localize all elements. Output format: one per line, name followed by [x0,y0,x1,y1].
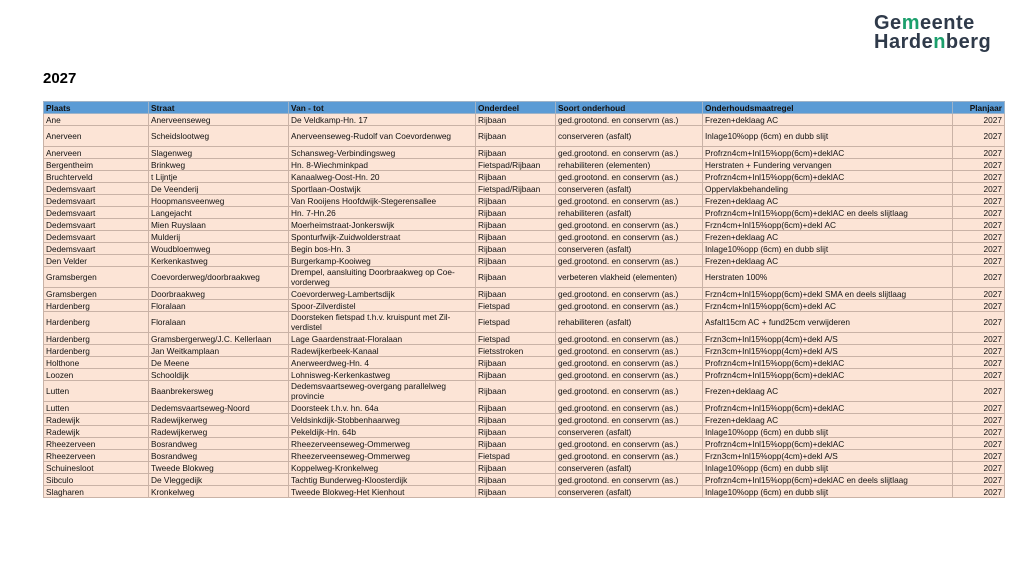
cell-onderhoudsmaatregel: Herstraten + Fundering vervangen [703,159,953,171]
cell-soort-onderhoud: ged.grootond. en conservrn (as.) [556,381,703,402]
cell-onderdeel: Fietspad [476,450,556,462]
cell-straat: Coevorderweg/doorbraakweg [149,267,289,288]
cell-plaats: Schuinesloot [44,462,149,474]
cell-onderdeel: Rijbaan [476,381,556,402]
cell-plaats: Anerveen [44,126,149,147]
cell-onderdeel: Rijbaan [476,243,556,255]
cell-planjaar: 2027 [953,414,1005,426]
cell-onderdeel: Rijbaan [476,402,556,414]
table-row [44,438,1005,450]
cell-soort-onderhoud: ged.grootond. en conservrn (as.) [556,333,703,345]
table-row [44,402,1005,414]
cell-straat: Brinkweg [149,159,289,171]
table-row [44,219,1005,231]
cell-planjaar: 2027 [953,243,1005,255]
table-row [44,243,1005,255]
cell-van-tot: Anerweerdweg-Hn. 4 [289,357,476,369]
cell-van-tot: Hn. 8-Wiechminkpad [289,159,476,171]
cell-van-tot: Rheezerveenseweg-Ommerweg [289,438,476,450]
cell-onderhoudsmaatregel: Frzn4cm+Inl15%opp(6cm)+dekl SMA en deels slijtlaag [703,288,953,300]
cell-onderdeel: Fietspad [476,333,556,345]
cell-van-tot: Pekeldijk-Hn. 64b [289,426,476,438]
cell-planjaar: 2027 [953,450,1005,462]
table-row [44,207,1005,219]
cell-plaats: Anerveen [44,147,149,159]
table-row [44,426,1005,438]
cell-onderhoudsmaatregel: Frezen+deklaag AC [703,414,953,426]
cell-planjaar: 2027 [953,300,1005,312]
cell-onderdeel: Rijbaan [476,267,556,288]
cell-soort-onderhoud: ged.grootond. en conservrn (as.) [556,114,703,126]
cell-straat: Doorbraakweg [149,288,289,300]
cell-straat: Baanbrekersweg [149,381,289,402]
cell-soort-onderhoud: ged.grootond. en conservrn (as.) [556,171,703,183]
cell-onderdeel: Rijbaan [476,414,556,426]
logo [874,14,994,54]
cell-van-tot: Moerheimstraat-Jonkerswijk [289,219,476,231]
cell-planjaar: 2027 [953,426,1005,438]
cell-plaats: Gramsbergen [44,288,149,300]
cell-soort-onderhoud: ged.grootond. en conservrn (as.) [556,219,703,231]
cell-onderhoudsmaatregel: Profrzn4cm+Inl15%opp(6cm)+deklAC en deels slijtlaag [703,207,953,219]
cell-van-tot: Lohnisweg-Kerkenkastweg [289,369,476,381]
cell-onderdeel: Fietsstroken [476,345,556,357]
cell-plaats: Dedemsvaart [44,219,149,231]
cell-straat: Mien Ruyslaan [149,219,289,231]
cell-soort-onderhoud: ged.grootond. en conservrn (as.) [556,288,703,300]
table-row [44,300,1005,312]
cell-plaats: Bergentheim [44,159,149,171]
header-planjaar: Planjaar [953,102,1005,114]
table-row [44,288,1005,300]
cell-van-tot: Begin bos-Hn. 3 [289,243,476,255]
cell-straat: Floralaan [149,300,289,312]
cell-planjaar: 2027 [953,231,1005,243]
table-row [44,450,1005,462]
cell-straat: Kronkelweg [149,486,289,498]
cell-onderhoudsmaatregel: Inlage10%opp (6cm) en dubb slijt [703,486,953,498]
header-van-tot: Van - tot [289,102,476,114]
cell-soort-onderhoud: ged.grootond. en conservrn (as.) [556,357,703,369]
cell-onderdeel: Rijbaan [476,207,556,219]
cell-planjaar: 2027 [953,312,1005,333]
table-row [44,414,1005,426]
cell-onderhoudsmaatregel: Oppervlakbehandeling [703,183,953,195]
cell-straat: Dedemsvaartseweg-Noord [149,402,289,414]
cell-onderhoudsmaatregel: Asfalt15cm AC + fund25cm verwijderen [703,312,953,333]
cell-plaats: Rheezerveen [44,450,149,462]
cell-onderdeel: Fietspad/Rijbaan [476,159,556,171]
cell-onderhoudsmaatregel: Profrzn4cm+Inl15%opp(6cm)+deklAC [703,147,953,159]
cell-soort-onderhoud: ged.grootond. en conservrn (as.) [556,414,703,426]
cell-plaats: Radewijk [44,414,149,426]
table-row [44,171,1005,183]
cell-onderhoudsmaatregel: Inlage10%opp (6cm) en dubb slijt [703,462,953,474]
cell-soort-onderhoud: conserveren (asfalt) [556,126,703,147]
header-onderhoudsmaatregel: Onderhoudsmaatregel [703,102,953,114]
table-row [44,333,1005,345]
cell-onderdeel: Rijbaan [476,486,556,498]
cell-onderdeel: Rijbaan [476,255,556,267]
cell-soort-onderhoud: conserveren (asfalt) [556,243,703,255]
cell-soort-onderhoud: conserveren (asfalt) [556,486,703,498]
table-row [44,474,1005,486]
cell-onderdeel: Rijbaan [476,147,556,159]
cell-soort-onderhoud: ged.grootond. en conservrn (as.) [556,345,703,357]
logo-line-1: Gemeente [874,12,975,34]
cell-plaats: Hardenberg [44,345,149,357]
cell-plaats: Hardenberg [44,312,149,333]
table-row [44,267,1005,288]
cell-soort-onderhoud: ged.grootond. en conservrn (as.) [556,300,703,312]
cell-onderdeel: Rijbaan [476,474,556,486]
cell-onderdeel: Fietspad [476,300,556,312]
cell-planjaar: 2027 [953,345,1005,357]
cell-onderhoudsmaatregel: Profrzn4cm+Inl15%opp(6cm)+deklAC [703,369,953,381]
cell-planjaar: 2027 [953,171,1005,183]
cell-plaats: Hardenberg [44,333,149,345]
cell-planjaar: 2027 [953,147,1005,159]
cell-onderhoudsmaatregel: Frzn3cm+Inl15%opp(4cm)+dekl A/S [703,333,953,345]
cell-straat: Anerveenseweg [149,114,289,126]
cell-plaats: Lutten [44,381,149,402]
cell-straat: Floralaan [149,312,289,333]
table-row [44,345,1005,357]
cell-planjaar: 2027 [953,267,1005,288]
cell-van-tot: Coevorderweg-Lambertsdijk [289,288,476,300]
cell-straat: Scheidslootweg [149,126,289,147]
cell-van-tot: Schansweg-Verbindingsweg [289,147,476,159]
table-row [44,159,1005,171]
cell-plaats: Dedemsvaart [44,207,149,219]
cell-planjaar: 2027 [953,357,1005,369]
cell-planjaar: 2027 [953,183,1005,195]
cell-van-tot: Koppelweg-Kronkelweg [289,462,476,474]
cell-van-tot: Anerveenseweg-Rudolf van Coevordenweg [289,126,476,147]
table-row [44,231,1005,243]
cell-onderhoudsmaatregel: Profrzn4cm+Inl15%opp(6cm)+deklAC [703,171,953,183]
cell-planjaar: 2027 [953,486,1005,498]
cell-van-tot: Burgerkamp-Kooiweg [289,255,476,267]
cell-plaats: Lutten [44,402,149,414]
cell-planjaar: 2027 [953,195,1005,207]
table-row [44,195,1005,207]
cell-plaats: Slagharen [44,486,149,498]
cell-straat: Tweede Blokweg [149,462,289,474]
table-row [44,357,1005,369]
cell-planjaar: 2027 [953,381,1005,402]
cell-onderhoudsmaatregel: Frezen+deklaag AC [703,231,953,243]
logo-line-2: Hardenberg [874,31,992,53]
cell-plaats: Holthone [44,357,149,369]
cell-soort-onderhoud: verbeteren vlakheid (elementen) [556,267,703,288]
table-row [44,147,1005,159]
cell-soort-onderhoud: ged.grootond. en conservrn (as.) [556,402,703,414]
cell-onderhoudsmaatregel: Frezen+deklaag AC [703,255,953,267]
cell-plaats: Sibculo [44,474,149,486]
cell-onderhoudsmaatregel: Frzn3cm+Inl15%opp(4cm)+dekl A/S [703,345,953,357]
cell-planjaar: 2027 [953,369,1005,381]
cell-soort-onderhoud: ged.grootond. en conservrn (as.) [556,195,703,207]
header-row [44,102,1005,114]
cell-plaats: Dedemsvaart [44,243,149,255]
cell-planjaar: 2027 [953,207,1005,219]
cell-van-tot: Van Rooijens Hoofdwijk-Stegerensallee [289,195,476,207]
cell-van-tot: Lage Gaardenstraat-Floralaan [289,333,476,345]
cell-onderdeel: Rijbaan [476,426,556,438]
cell-van-tot: Dedemsvaartseweg-overgang parallelweg provincie [289,381,476,402]
cell-plaats: Dedemsvaart [44,195,149,207]
cell-onderhoudsmaatregel: Frzn4cm+Inl15%opp(6cm)+dekl AC [703,219,953,231]
cell-onderdeel: Rijbaan [476,438,556,450]
cell-van-tot: Radewijkerbeek-Kanaal [289,345,476,357]
cell-soort-onderhoud: ged.grootond. en conservrn (as.) [556,255,703,267]
cell-planjaar: 2027 [953,438,1005,450]
cell-onderhoudsmaatregel: Inlage10%opp (6cm) en dubb slijt [703,426,953,438]
header-soort-onderhoud: Soort onderhoud [556,102,703,114]
cell-soort-onderhoud: rehabiliteren (asfalt) [556,207,703,219]
cell-plaats: Den Velder [44,255,149,267]
cell-straat: Radewijkerweg [149,414,289,426]
cell-onderdeel: Rijbaan [476,357,556,369]
cell-onderhoudsmaatregel: Herstraten 100% [703,267,953,288]
cell-planjaar: 2027 [953,219,1005,231]
cell-onderdeel: Rijbaan [476,219,556,231]
cell-straat: Jan Weitkamplaan [149,345,289,357]
cell-van-tot: Doorsteek t.h.v. hn. 64a [289,402,476,414]
cell-onderhoudsmaatregel: Profrzn4cm+Inl15%opp(6cm)+deklAC [703,357,953,369]
cell-van-tot: Hn. 7-Hn.26 [289,207,476,219]
cell-van-tot: Sponturfwijk-Zuidwolderstraat [289,231,476,243]
header-onderdeel: Onderdeel [476,102,556,114]
cell-onderhoudsmaatregel: Frezen+deklaag AC [703,381,953,402]
cell-onderhoudsmaatregel: Frzn3cm+Inl15%opp(4cm)+dekl A/S [703,450,953,462]
cell-van-tot: Tweede Blokweg-Het Kienhout [289,486,476,498]
cell-planjaar: 2027 [953,462,1005,474]
table-row [44,312,1005,333]
maintenance-table [43,101,1005,498]
cell-straat: Mulderij [149,231,289,243]
cell-straat: Kerkenkastweg [149,255,289,267]
cell-planjaar: 2027 [953,474,1005,486]
cell-onderhoudsmaatregel: Inlage10%opp (6cm) en dubb slijt [703,243,953,255]
cell-van-tot: Kanaalweg-Oost-Hn. 20 [289,171,476,183]
cell-soort-onderhoud: conserveren (asfalt) [556,426,703,438]
cell-onderhoudsmaatregel: Inlage10%opp (6cm) en dubb slijt [703,126,953,147]
cell-plaats: Ane [44,114,149,126]
cell-onderdeel: Rijbaan [476,369,556,381]
cell-onderdeel: Rijbaan [476,171,556,183]
cell-van-tot: Rheezerveenseweg-Ommerweg [289,450,476,462]
cell-soort-onderhoud: ged.grootond. en conservrn (as.) [556,450,703,462]
cell-plaats: Radewijk [44,426,149,438]
cell-onderdeel: Rijbaan [476,195,556,207]
cell-onderdeel: Rijbaan [476,462,556,474]
cell-onderdeel: Fietspad [476,312,556,333]
cell-straat: De Vleggedijk [149,474,289,486]
cell-onderdeel: Rijbaan [476,231,556,243]
cell-plaats: Hardenberg [44,300,149,312]
cell-soort-onderhoud: ged.grootond. en conservrn (as.) [556,438,703,450]
cell-van-tot: Veldsinkdijk-Stobbenhaarweg [289,414,476,426]
cell-straat: t Lijntje [149,171,289,183]
header-plaats: Plaats [44,102,149,114]
cell-van-tot: Spoor-Zilverdistel [289,300,476,312]
table-row [44,369,1005,381]
cell-soort-onderhoud: conserveren (asfalt) [556,183,703,195]
cell-onderhoudsmaatregel: Profrzn4cm+Inl15%opp(6cm)+deklAC en deels slijtlaag [703,474,953,486]
table-row [44,462,1005,474]
cell-van-tot: Tachtig Bunderweg-Kloosterdijk [289,474,476,486]
cell-onderdeel: Rijbaan [476,114,556,126]
cell-van-tot: Sportlaan-Oostwijk [289,183,476,195]
cell-soort-onderhoud: rehabiliteren (elementen) [556,159,703,171]
cell-planjaar: 2027 [953,114,1005,126]
cell-planjaar: 2027 [953,126,1005,147]
cell-straat: Hoopmansveenweg [149,195,289,207]
cell-onderhoudsmaatregel: Frzn4cm+Inl15%opp(6cm)+dekl AC [703,300,953,312]
cell-van-tot: Doorsteken fietspad t.h.v. kruispunt met Zil-verdistel [289,312,476,333]
table-row [44,255,1005,267]
table-row [44,381,1005,402]
cell-planjaar: 2027 [953,159,1005,171]
cell-van-tot: Drempel, aansluiting Doorbraakweg op Coe-vorderweg [289,267,476,288]
table-row [44,126,1005,147]
cell-van-tot: De Veldkamp-Hn. 17 [289,114,476,126]
cell-straat: Gramsbergerweg/J.C. Kellerlaan [149,333,289,345]
cell-plaats: Loozen [44,369,149,381]
cell-straat: De Meene [149,357,289,369]
cell-onderhoudsmaatregel: Profrzn4cm+Inl15%opp(6cm)+deklAC [703,438,953,450]
cell-planjaar: 2027 [953,333,1005,345]
cell-straat: De Veenderij [149,183,289,195]
cell-onderdeel: Fietspad/Rijbaan [476,183,556,195]
cell-onderdeel: Rijbaan [476,288,556,300]
page-title: 2027 [43,70,77,87]
cell-planjaar: 2027 [953,402,1005,414]
cell-planjaar: 2027 [953,255,1005,267]
header-straat: Straat [149,102,289,114]
cell-straat: Bosrandweg [149,438,289,450]
cell-plaats: Gramsbergen [44,267,149,288]
cell-onderdeel: Rijbaan [476,126,556,147]
cell-straat: Slagenweg [149,147,289,159]
cell-plaats: Dedemsvaart [44,183,149,195]
cell-planjaar: 2027 [953,288,1005,300]
cell-soort-onderhoud: ged.grootond. en conservrn (as.) [556,474,703,486]
cell-straat: Langejacht [149,207,289,219]
cell-soort-onderhoud: ged.grootond. en conservrn (as.) [556,231,703,243]
cell-soort-onderhoud: rehabiliteren (asfalt) [556,312,703,333]
table-row [44,486,1005,498]
cell-plaats: Bruchterveld [44,171,149,183]
cell-straat: Radewijkerweg [149,426,289,438]
cell-straat: Schooldijk [149,369,289,381]
table-row [44,114,1005,126]
cell-straat: Bosrandweg [149,450,289,462]
cell-straat: Woudbloemweg [149,243,289,255]
cell-soort-onderhoud: ged.grootond. en conservrn (as.) [556,147,703,159]
cell-onderhoudsmaatregel: Frezen+deklaag AC [703,195,953,207]
cell-soort-onderhoud: conserveren (asfalt) [556,462,703,474]
table-row [44,183,1005,195]
cell-onderhoudsmaatregel: Frezen+deklaag AC [703,114,953,126]
cell-plaats: Rheezerveen [44,438,149,450]
cell-plaats: Dedemsvaart [44,231,149,243]
cell-soort-onderhoud: ged.grootond. en conservrn (as.) [556,369,703,381]
cell-onderhoudsmaatregel: Profrzn4cm+Inl15%opp(6cm)+deklAC [703,402,953,414]
